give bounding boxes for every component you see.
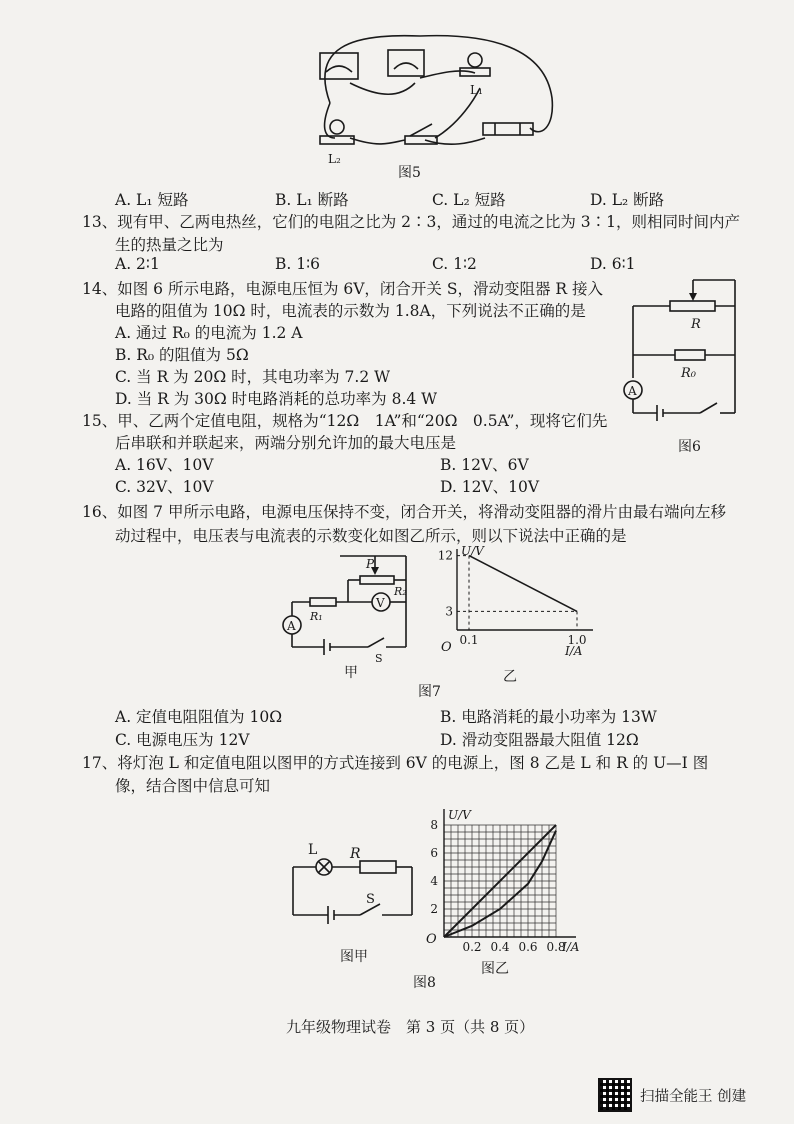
q14-line-1: 14、如图 6 所示电路，电源电压恒为 6V，闭合开关 S，滑动变阻器 R 接入 [82, 280, 603, 298]
q16-option-a: A. 定值电阻阻值为 10Ω [115, 708, 283, 726]
fig8-y-tick: 4 [430, 874, 438, 888]
fig8-left-caption: 图甲 [340, 949, 368, 965]
q17-line-1: 17、将灯泡 L 和定值电阻以图甲的方式连接到 6V 的电源上，图 8 乙是 L 和 R 的 U—I 图 [82, 754, 709, 772]
fig8-x-tick: 0.4 [490, 940, 510, 954]
q13-option-d: D. 6∶1 [590, 255, 636, 273]
q16-option-b: B. 电路消耗的最小功率为 13W [440, 708, 657, 726]
q16-option-d: D. 滑动变阻器最大阻值 12Ω [440, 731, 639, 749]
fig7-label-r1: R₁ [310, 610, 323, 623]
fig7-x-label: I/A [565, 644, 583, 658]
q15-option-a: A. 16V、10V [115, 456, 214, 474]
scanner-badge: 扫描全能王 创建 [640, 1089, 747, 1105]
fig7-series-line [469, 556, 577, 612]
fig8-x-tick: 0.6 [518, 940, 538, 954]
fig6-label-a: A [628, 384, 637, 398]
q13-option-c: C. 1∶2 [432, 255, 477, 273]
fig6-switch [700, 403, 717, 413]
fig7-label-a: A [287, 619, 296, 633]
fig5-label-l1: L₁ [470, 83, 483, 97]
fig7-left-caption: 甲 [344, 665, 358, 681]
fig8-circuit [288, 840, 418, 925]
q14-option-b: B. R₀ 的阻值为 5Ω [115, 346, 249, 364]
fig6-circuit [625, 278, 745, 423]
fig6-slider-arrow [689, 293, 697, 301]
fig8-origin: O [426, 932, 437, 947]
fig8-label-s: S [366, 892, 375, 907]
q12-option-d: D. L₂ 断路 [590, 191, 665, 209]
fig5-label-l2: L₂ [328, 152, 341, 166]
fig7-y-tick: 12 [437, 548, 453, 563]
qr-code-icon [598, 1078, 632, 1112]
fig7-y-tick: 3 [445, 604, 453, 619]
q12-option-c: C. L₂ 短路 [432, 191, 506, 209]
fig8-x-label: I/A [562, 940, 580, 954]
fig7-right-caption: 乙 [503, 669, 517, 685]
fig7-y-label: U/V [461, 544, 484, 558]
q15-line-2: 后串联和并联起来，两端分别允许加的最大电压是 [115, 434, 457, 452]
q14-option-a: A. 通过 R₀ 的电流为 1.2 A [115, 324, 303, 342]
q17-line-2: 像，结合图中信息可知 [115, 777, 271, 795]
fig6-label-r: R [691, 317, 701, 332]
q15-option-c: C. 32V、10V [115, 478, 214, 496]
fig7-label-r2: R₂ [394, 585, 407, 598]
q13-line-1: 13、现有甲、乙两电热丝，它们的电阻之比为 2∶3，通过的电流之比为 3∶1，则相同时间内产 [82, 213, 741, 231]
fig8-y-tick: 8 [430, 818, 438, 832]
q13-option-b: B. 1∶6 [275, 255, 321, 273]
fig7-caption: 图7 [418, 684, 441, 700]
q13-line-2: 生的热量之比为 [115, 236, 224, 254]
q13-option-a: A. 2∶1 [115, 255, 160, 273]
q14-line-2: 电路的阻值为 10Ω 时，电流表的示数为 1.8A，下列说法不正确的是 [115, 302, 586, 320]
fig7-x-tick: 1.0 [567, 633, 587, 647]
q12-option-b: B. L₁ 断路 [275, 191, 349, 209]
fig7-label-v: V [376, 596, 385, 610]
fig8-x-tick: 0.8 [546, 940, 566, 954]
fig8-y-tick: 6 [430, 846, 438, 860]
fig7-origin: O [441, 640, 452, 655]
fig8-label-l: L [308, 842, 318, 858]
q16-line-1: 16、如图 7 甲所示电路，电源电压保持不变，闭合开关，将滑动变阻器的滑片由最右端向左移 [82, 503, 726, 521]
fig7-label-p: P [366, 557, 375, 571]
fig5-caption: 图5 [398, 165, 421, 181]
fig6-resistor-r0 [675, 350, 705, 360]
q15-line-1: 15、甲、乙两个定值电阻，规格为“12Ω 1A”和“20Ω 0.5A”，现将它们先 [82, 412, 608, 430]
fig5-circuit [290, 28, 560, 178]
q15-option-d: D. 12V、10V [440, 478, 540, 496]
page-footer: 九年级物理试卷 第 3 页（共 8 页） [286, 1018, 535, 1036]
fig8-chart [420, 805, 590, 965]
q14-option-d: D. 当 R 为 30Ω 时电路消耗的总功率为 8.4 W [115, 390, 438, 408]
q16-line-2: 动过程中，电压表与电流表的示数变化如图乙所示，则以下说法中正确的是 [115, 527, 627, 545]
fig8-caption: 图8 [413, 975, 436, 991]
fig7-chart [435, 545, 595, 670]
fig7-label-s: S [375, 652, 383, 665]
q14-option-c: C. 当 R 为 20Ω 时，其电功率为 7.2 W [115, 368, 391, 386]
q12-option-a: A. L₁ 短路 [115, 191, 189, 209]
fig6-caption: 图6 [678, 439, 701, 455]
fig8-x-tick: 0.2 [462, 940, 482, 954]
q15-option-b: B. 12V、6V [440, 456, 529, 474]
fig8-label-r: R [350, 846, 361, 862]
fig7-circuit [280, 552, 420, 665]
fig7-x-tick: 0.1 [459, 633, 479, 647]
fig6-resistor-r [670, 301, 715, 311]
fig6-label-r0: R₀ [681, 366, 696, 381]
fig8-right-caption: 图乙 [481, 961, 509, 977]
fig8-y-tick: 2 [430, 902, 438, 916]
fig8-y-label: U/V [448, 808, 471, 822]
q16-option-c: C. 电源电压为 12V [115, 731, 250, 749]
